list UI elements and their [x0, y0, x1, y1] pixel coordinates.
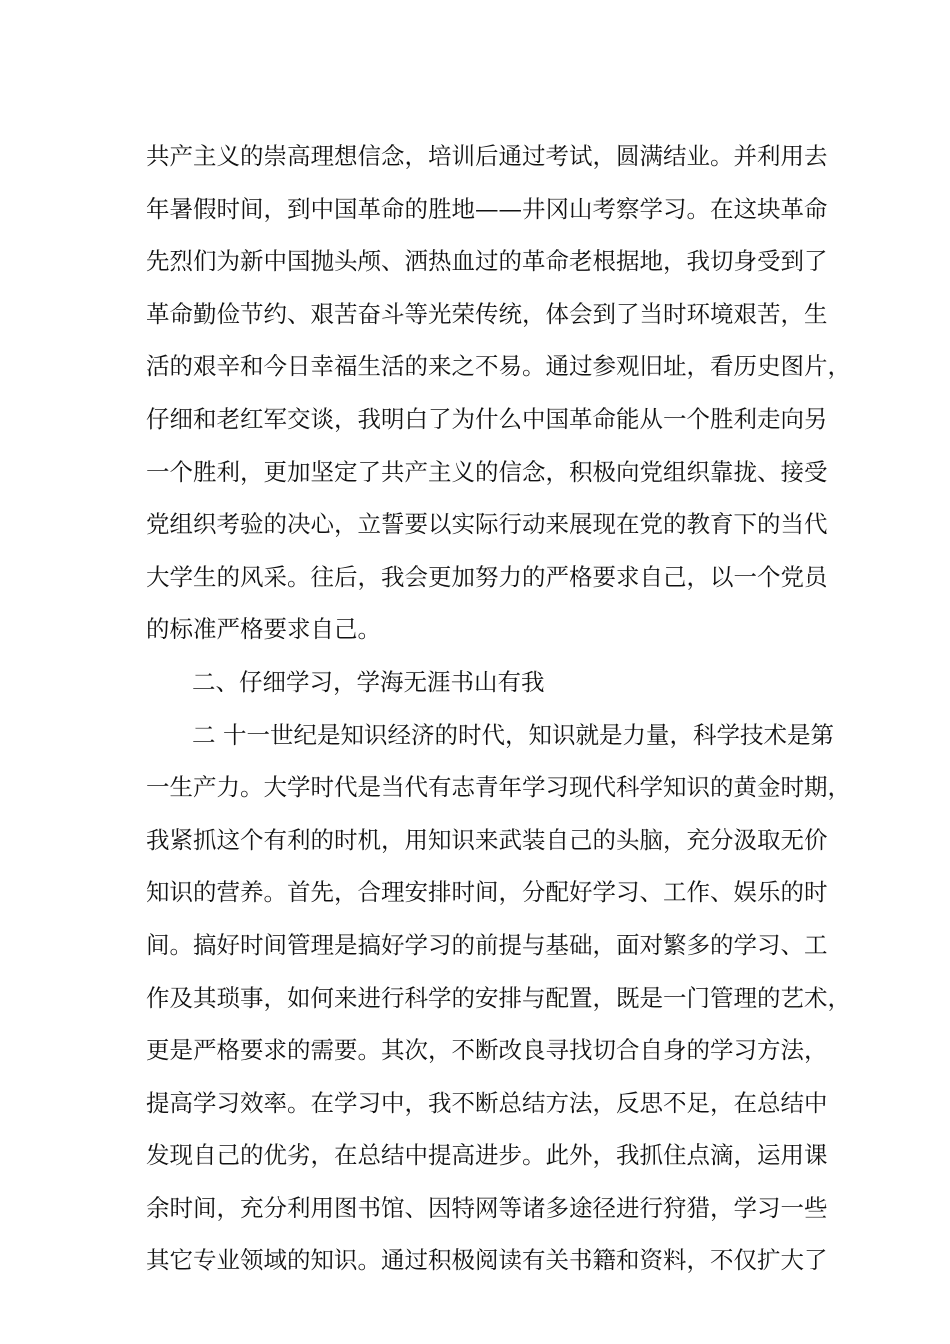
paragraph-line: 仔细和老红军交谈，我明白了为什么中国革命能从一个胜利走向另 [146, 404, 828, 433]
paragraph-line: 发现自己的优劣，在总结中提高进步。此外，我抓住点滴，运用课 [146, 1141, 828, 1170]
paragraph-line: 先烈们为新中国抛头颅、洒热血过的革命老根据地，我切身受到了 [146, 247, 828, 276]
paragraph-line: 革命勤俭节约、艰苦奋斗等光荣传统，体会到了当时环境艰苦，生 [146, 299, 828, 328]
paragraph-line-indented: 二、仔细学习，学海无涯书山有我 [192, 667, 545, 696]
paragraph-line: 我紧抓这个有利的时机，用知识来武装自己的头脑，充分汲取无价 [146, 825, 828, 854]
paragraph-line: 更是严格要求的需要。其次，不断改良寻找切合自身的学习方法， [146, 1036, 828, 1065]
paragraph-line: 活的艰辛和今日幸福生活的来之不易。通过参观旧址，看历史图片， [146, 352, 851, 381]
paragraph-line: 一生产力。大学时代是当代有志青年学习现代科学知识的黄金时期， [146, 773, 851, 802]
paragraph-line: 作及其琐事，如何来进行科学的安排与配置，既是一门管理的艺术， [146, 983, 851, 1012]
paragraph-line: 其它专业领域的知识。通过积极阅读有关书籍和资料，不仅扩大了 [146, 1246, 828, 1275]
paragraph-line: 的标准严格要求自己。 [146, 615, 381, 644]
paragraph-line: 间。搞好时间管理是搞好学习的前提与基础，面对繁多的学习、工 [146, 930, 828, 959]
paragraph-line: 一个胜利，更加坚定了共产主义的信念，积极向党组织靠拢、接受 [146, 457, 828, 486]
paragraph-line: 大学生的风采。往后，我会更加努力的严格要求自己，以一个党员 [146, 562, 828, 591]
paragraph-line-indented: 二 十一世纪是知识经济的时代，知识就是力量，科学技术是第 [192, 720, 834, 749]
paragraph-line: 余时间，充分利用图书馆、因特网等诸多途径进行狩猎，学习一些 [146, 1193, 828, 1222]
document-body-text [146, 130, 851, 1287]
paragraph-line: 提高学习效率。在学习中，我不断总结方法，反思不足，在总结中 [146, 1088, 828, 1117]
paragraph-line: 共产主义的崇高理想信念，培训后通过考试，圆满结业。并利用去 [146, 142, 828, 170]
paragraph-line: 知识的营养。首先，合理安排时间，分配好学习、工作、娱乐的时 [146, 878, 828, 907]
paragraph-line: 党组织考验的决心，立誓要以实际行动来展现在党的教育下的当代 [146, 510, 828, 539]
paragraph-line: 年暑假时间，到中国革命的胜地——井冈山考察学习。在这块革命 [146, 194, 828, 223]
